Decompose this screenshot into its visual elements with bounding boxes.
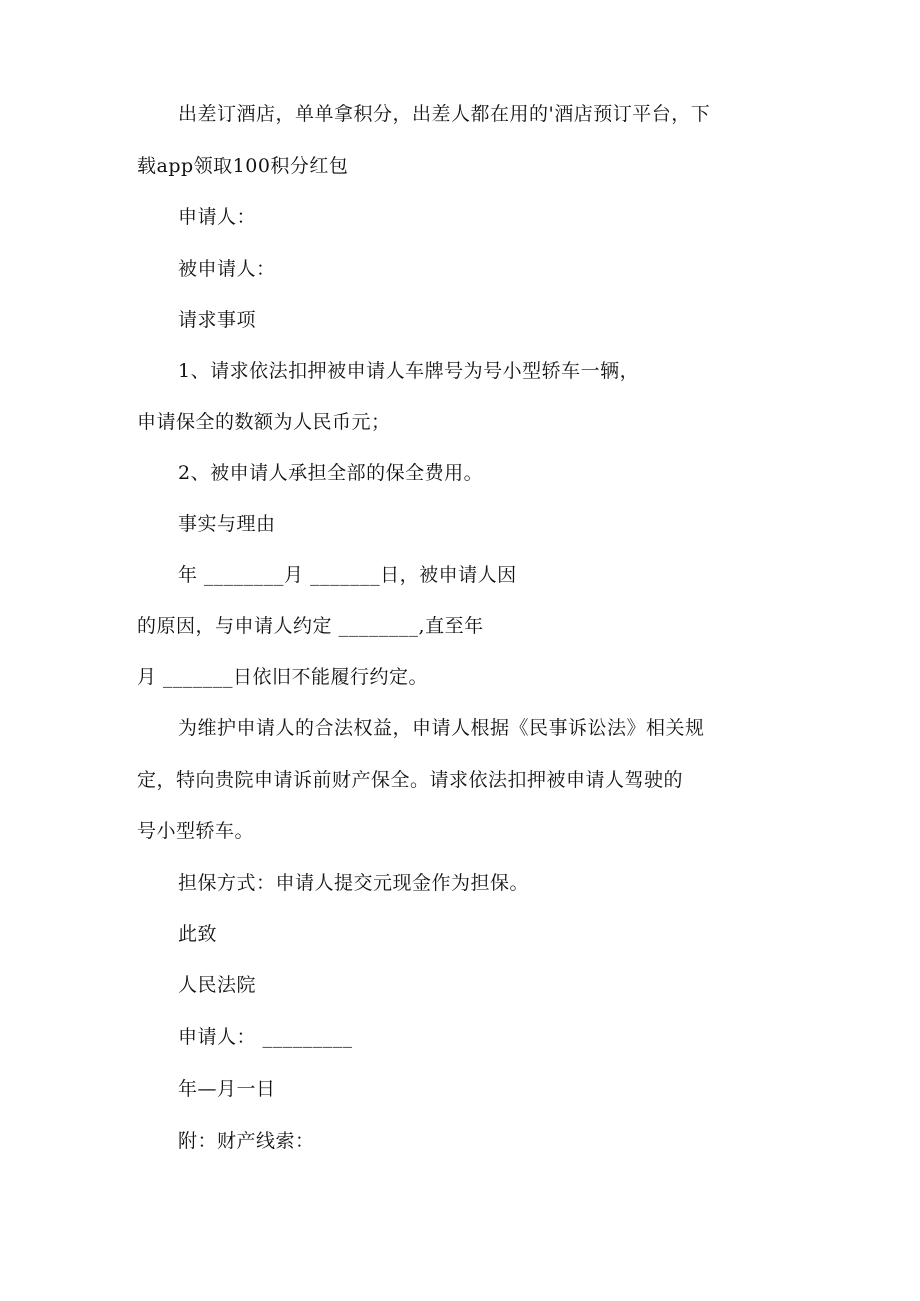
- paragraph-ad-line-2: 载app领取100积分红包: [137, 155, 349, 177]
- attachment-line: 附：财产线索：: [178, 1130, 315, 1152]
- reason-line-1: 为维护申请人的合法权益，申请人根据《民事诉讼法》相关规: [178, 717, 705, 739]
- guarantee-method: 担保方式：申请人提交元现金作为担保。: [178, 872, 530, 894]
- facts-line-3: 月 _______日依旧不能履行约定。: [137, 666, 429, 688]
- reason-line-2: 定，特向贵院申请诉前财产保全。请求依法扣押被申请人驾驶的: [137, 769, 684, 791]
- request-item-2: 2、被申请人承担全部的保全费用。: [178, 462, 484, 484]
- applicant-label: 申请人：: [178, 206, 257, 228]
- reason-line-3: 号小型轿车。: [137, 820, 255, 842]
- request-item-1-line-1: 1、请求依法扣押被申请人车牌号为号小型轿车一辆，: [178, 360, 640, 382]
- facts-line-1: 年 ________月 _______日，被申请人因: [178, 564, 517, 586]
- respondent-label: 被申请人：: [178, 258, 276, 280]
- section-heading-requests: 请求事项: [178, 309, 257, 331]
- date-line: 年—月一日: [178, 1078, 276, 1100]
- paragraph-ad-line-1: 出差订酒店，单单拿积分，出差人都在用的'酒店预订平台，下: [178, 103, 711, 125]
- court-name: 人民法院: [178, 974, 257, 996]
- facts-line-2: 的原因，与申请人约定 ________,直至年: [137, 615, 484, 637]
- salutation: 此致: [178, 923, 218, 945]
- section-heading-facts: 事实与理由: [178, 513, 276, 535]
- request-item-1-line-2: 申请保全的数额为人民币元；: [137, 411, 391, 433]
- signature-line: 申请人： _________: [178, 1026, 353, 1048]
